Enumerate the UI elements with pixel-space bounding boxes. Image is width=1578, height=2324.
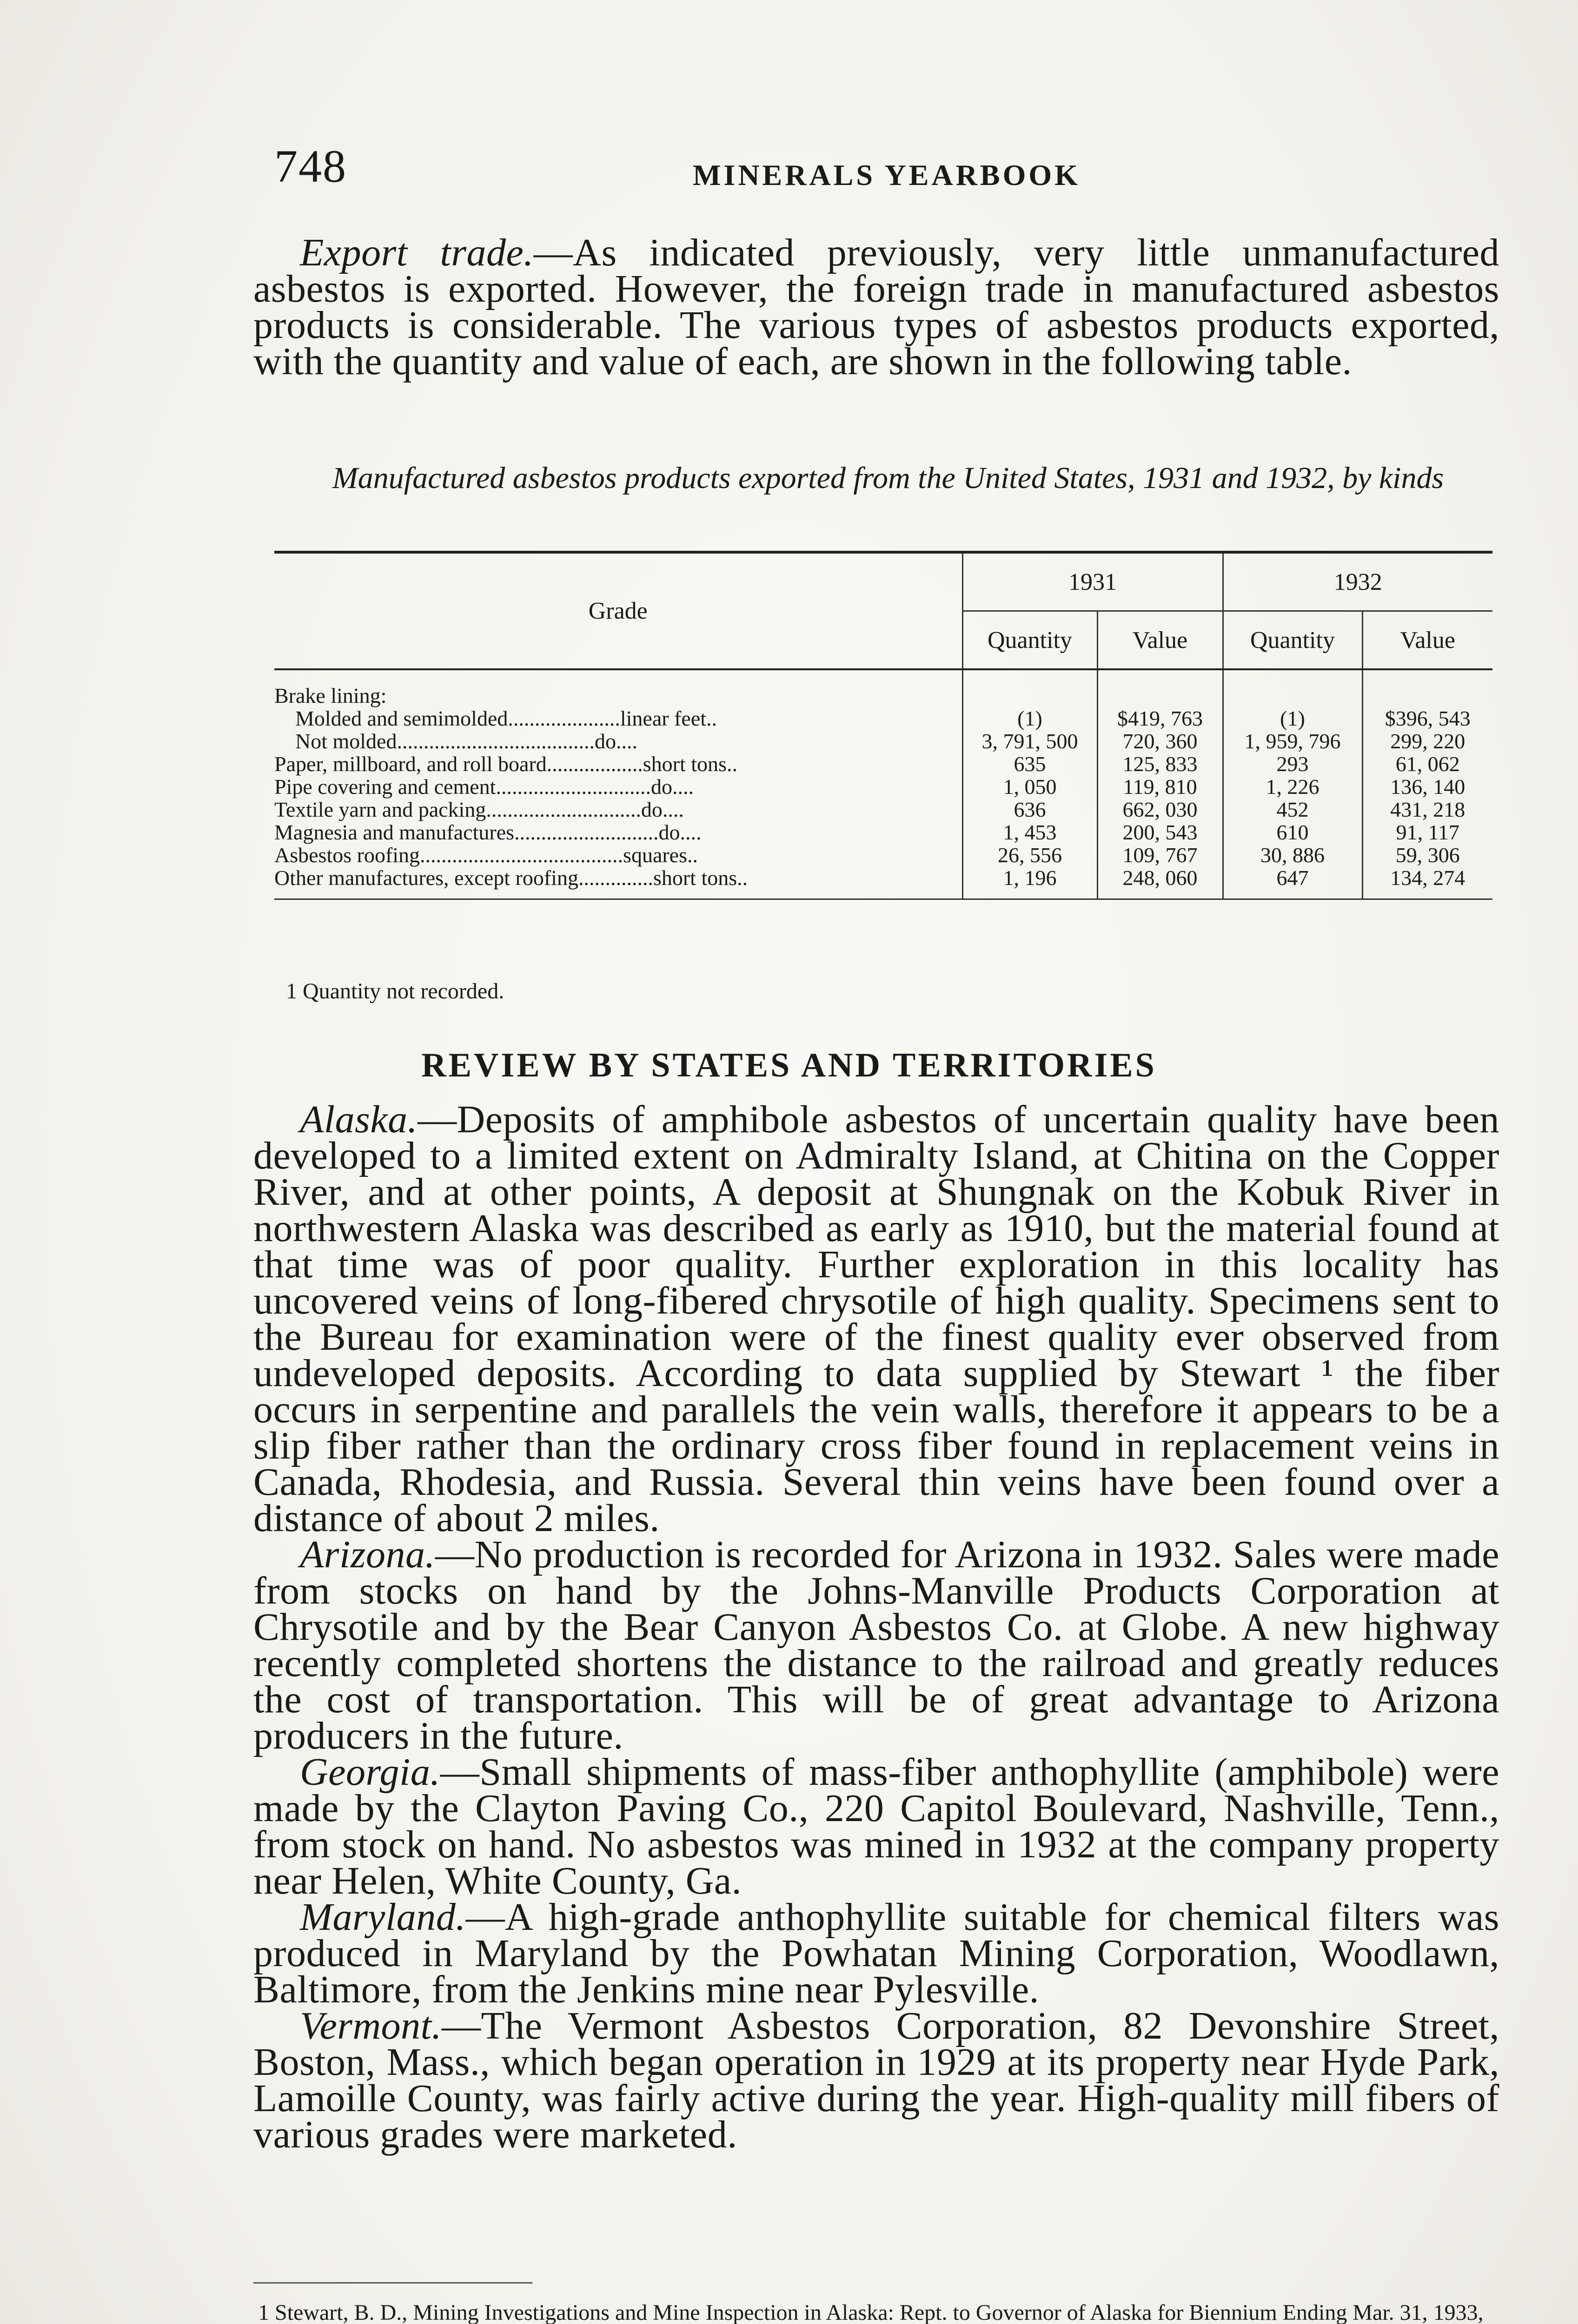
quantity-1931-header: Quantity — [962, 611, 1097, 670]
grade-header: Grade — [274, 552, 962, 669]
states-section — [253, 1098, 1499, 2156]
year-1931-header: 1931 — [962, 552, 1223, 611]
page-number: 748 — [274, 140, 347, 192]
value-1931-header: Value — [1097, 611, 1223, 670]
exports-table — [274, 551, 1492, 900]
quantity-1932-header: Quantity — [1223, 611, 1362, 670]
table-group-row — [274, 669, 1492, 707]
group-label: Brake lining: — [274, 684, 387, 707]
bottom-footnote: 1 Stewart, B. D., Mining Investigations and Mine Inspection in Alaska: Rept. to Governor of Alaska for Biennium Ending Mar. 31, 1933, — [258, 2300, 1484, 2324]
table-footnote: 1 Quantity not recorded. — [286, 979, 504, 1004]
export-trade-text: —As indicated previously, very little unmanufactured asbestos is exported. However, the foreign trade in manufactured asbestos products is considerable. The various types of asbestos products exported, with the quantity and value of each, are shown in the following table. — [253, 231, 1499, 383]
maryland-paragraph: Maryland.—A high-grade anthophyllite suitable for chemical filters was produced in Maryland by the Powhatan Mining Corporation, Woodlawn, Baltimore, from the Jenkins mine near Pylesville. — [253, 1895, 1499, 2011]
table-caption: Manufactured asbestos products exported from the United States, 1931 and 1932, by kinds — [332, 461, 1444, 495]
table-row: Not molded.....................................do.... 3, 791, 500 720, 360 1, 959, 796 299, 220 — [274, 730, 1492, 753]
georgia-paragraph: Georgia.—Small shipments of mass-fiber anthophyllite (amphibole) were made by the Clayton Paving Co., 220 Capitol Boulevard, Nashville, Tenn., from stock on hand. No asbestos was mined in 1932 at the company property near Helen, White County, Ga. — [253, 1750, 1499, 1902]
table-row: Pipe covering and cement.............................do.... 1, 050 119, 810 1, 226 136, 140 — [274, 775, 1492, 798]
arizona-paragraph: Arizona.—No production is recorded for Arizona in 1932. Sales were made from stocks on hand by the Johns-Manville Products Corporation at Chrysotile and by the Bear Canyon Asbestos Co. at Globe. A new highway recently completed shortens the distance to the railroad and greatly reduces the cost of transportation. This will be of great advantage to Arizona producers in the future. — [253, 1533, 1499, 1757]
export-trade-lead: Export trade. — [300, 231, 534, 274]
table-row: Paper, millboard, and roll board..................short tons.. 635 125, 833 293 61, 062 — [274, 753, 1492, 775]
table-row: Molded and semimolded.....................linear feet.. (1) $419, 763 (1) $396, 543 — [274, 707, 1492, 730]
export-trade-paragraph — [253, 231, 1499, 383]
table-row: Other manufactures, except roofing..............short tons.. 1, 196 248, 060 647 134, 274 — [274, 866, 1492, 899]
footnote-rule — [253, 2282, 532, 2284]
page-header — [274, 139, 1506, 191]
vermont-paragraph: Vermont.—The Vermont Asbestos Corporation, 82 Devonshire Street, Boston, Mass., which began operation in 1929 at its property near Hyde Park, Lamoille County, was fairly active during the year. High-quality mill fibers of various grades were marketed. — [253, 2004, 1499, 2156]
table-row: Magnesia and manufactures...........................do.... 1, 453 200, 543 610 91, 117 — [274, 821, 1492, 844]
table-row: Asbestos roofing......................................squares.. 26, 556 109, 767 30, 886 59, 306 — [274, 844, 1492, 866]
year-1932-header: 1932 — [1223, 552, 1492, 611]
section-heading: REVIEW BY STATES AND TERRITORIES — [421, 1046, 1157, 1084]
value-1932-header: Value — [1362, 611, 1492, 670]
running-head: MINERALS YEARBOOK — [693, 158, 1081, 191]
table-row: Textile yarn and packing.............................do.... 636 662, 030 452 431, 218 — [274, 798, 1492, 821]
alaska-paragraph: Alaska.—Deposits of amphibole asbestos of uncertain quality have been developed to a limited extent on Admiralty Island, at Chitina on the Copper River, and at other points, A deposit at Shungnak on the Kobuk River in northwestern Alaska was described as early as 1910, but the material found at that time was of poor quality. Further exploration in this locality has uncovered veins of long-fibered chrysotile of high quality. Specimens sent to the Bureau for examination were of the finest quality ever observed from undeveloped deposits. According to data supplied by Stewart ¹ the fiber occurs in serpentine and parallels the vein walls, therefore it appears to be a slip fiber rather than the ordinary cross fiber found in replacement veins in Canada, Rhodesia, and Russia. Several thin veins have been found over a distance of about 2 miles. — [253, 1098, 1499, 1540]
